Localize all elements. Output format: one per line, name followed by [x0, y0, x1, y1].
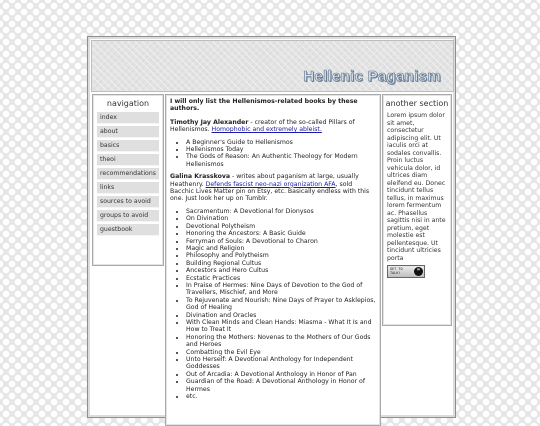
nav-item-about[interactable]: about	[97, 126, 159, 138]
author-description: - creator of the so-called Pillars of Hellenismos.	[170, 118, 355, 134]
nav-item-basics[interactable]: basics	[97, 140, 159, 152]
author-entry-alexander	[170, 119, 376, 134]
intro-text: I will only list the Hellenismos-related books by these authors.	[170, 98, 358, 113]
main-content	[166, 95, 380, 408]
nav-item-index[interactable]: index	[97, 112, 159, 124]
main-content-panel[interactable]	[165, 94, 381, 426]
author-name: Timothy Jay Alexander	[170, 118, 249, 126]
author-entry-krasskova	[170, 173, 376, 203]
author-criticism-link[interactable]: Homophobic and extremely ableist.	[211, 126, 322, 134]
nav-item-recommendations[interactable]: recommendations	[97, 168, 159, 180]
book-item: • Divination and Oracles	[186, 312, 376, 319]
book-list-alexander	[170, 139, 376, 169]
aside-heading: another section	[385, 99, 449, 108]
site-banner	[91, 40, 454, 92]
author-description: - writes about paganism at large, usually Heathenry.	[170, 173, 359, 188]
navigation-heading: navigation	[106, 99, 150, 108]
navigation-panel	[92, 94, 164, 266]
book-item: • The Gods of Reason: An Authentic Theology for Modern Hellenismos	[186, 153, 376, 168]
book-item: • Philosophy and Polytheism	[186, 252, 376, 259]
book-item: • A Beginner's Guide to Hellenismos	[186, 139, 376, 146]
nav-item-sources-to-avoid[interactable]: sources to avoid	[97, 196, 159, 208]
book-item: • To Rejuvenate and Nourish: Nine Days of Prayer to Asklepios, God of Healing	[186, 297, 376, 312]
book-item: • Ecstatic Practices	[186, 275, 376, 282]
book-item: • Guardian of the Road: A Devotional Anthology in Honor of Hermes	[186, 378, 376, 393]
book-item: • Unto Herself: A Devotional Anthology for Independent Goddesses	[186, 356, 376, 371]
nav-item-theoi[interactable]: theoi	[97, 154, 159, 166]
book-item: • Building Regional Cultus	[186, 260, 376, 267]
book-list-krasskova	[170, 208, 376, 401]
aside-panel	[382, 94, 452, 326]
book-item: • Magic and Religion	[186, 245, 376, 252]
book-item: • etc.	[186, 393, 376, 400]
book-item: • Devotional Polytheism	[186, 223, 376, 230]
book-item: • Sacramentum: A Devotional for Dionysos	[186, 208, 376, 215]
book-item: • With Clean Minds and Clean Hands: Miasma - What It Is and How to Treat It	[186, 319, 376, 334]
book-item: • Honoring the Ancestors: A Basic Guide	[186, 230, 376, 237]
nav-item-groups-to-avoid[interactable]: groups to avoid	[97, 210, 159, 222]
book-item: • On Divination	[186, 215, 376, 222]
site-title: Hellenic Paganism	[303, 68, 441, 85]
book-item: • Combatting the Evil Eye	[186, 349, 376, 356]
book-item: • Out of Arcadia: A Devotional Anthology in Honor of Pan	[186, 371, 376, 378]
book-item: • Ancestors and Hero Cultus	[186, 267, 376, 274]
book-item: • Honoring the Mothers: Novenas to the Mothers of Our Gods and Heroes	[186, 334, 376, 349]
badge-label: GET TO TALK!	[390, 267, 403, 275]
book-item: • In Praise of Hermes: Nine Days of Devotion to the God of Travellers, Mischief, and More	[186, 282, 376, 297]
chat-bubble-icon: ❞	[414, 267, 423, 276]
navigation-list	[97, 112, 159, 236]
nav-item-guestbook[interactable]: guestbook	[97, 224, 159, 236]
aside-text: Lorem ipsum dolor sit amet, consectetur adipiscing elit. Ut iaculis orci at sodales convallis. Proin luctus vehicula dolor, id ultrices diam eleifend eu. Donec tincidunt tellus tellus, in maximus lorem fermentum ac. Phasellus sagittis nisi in ante pretium, eget molestie est pellentesque. Ut tincidunt ultricies porta	[387, 112, 446, 262]
author-name: Galina Krasskova	[170, 173, 231, 181]
page-container	[87, 36, 456, 418]
book-item: • Ferryman of Souls: A Devotional to Charon	[186, 238, 376, 245]
nav-item-links[interactable]: links	[97, 182, 159, 194]
book-item: • Hellenismos Today	[186, 146, 376, 153]
author-description-cont: , sold Bacchic Lives Matter pin on Etsy, etc. Basically endless with this one. Just look her up on Tumblr.	[170, 180, 370, 203]
chat-badge-button[interactable]	[387, 265, 425, 278]
author-criticism-link[interactable]: Defends fascist neo-nazi organization AFA	[205, 180, 336, 188]
